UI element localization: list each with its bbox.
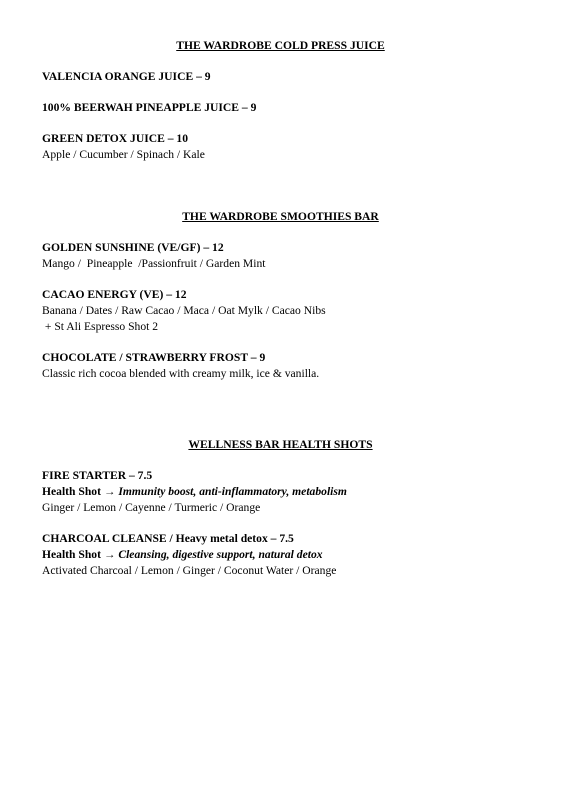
item-title-golden-sunshine: GOLDEN SUNSHINE (VE/GF) – 12 xyxy=(42,241,224,254)
item-title-fire-starter: FIRE STARTER – 7.5 xyxy=(42,469,153,482)
item-title-valencia-orange-juice: VALENCIA ORANGE JUICE – 9 xyxy=(42,70,211,83)
item-title-green-detox-juice: GREEN DETOX JUICE – 10 xyxy=(42,132,189,145)
item-shot-line-charcoal-cleanse xyxy=(42,548,323,562)
item-title-beerwah-pineapple-juice: 100% BEERWAH PINEAPPLE JUICE – 9 xyxy=(42,101,257,114)
item-desc-charcoal-cleanse: Activated Charcoal / Lemon / Ginger / Coconut Water / Orange xyxy=(42,564,337,577)
item-desc-cacao-energy: Banana / Dates / Raw Cacao / Maca / Oat Mylk / Cacao Nibs xyxy=(42,304,326,317)
item-extra-cacao-energy: + St Ali Espresso Shot 2 xyxy=(42,320,159,333)
item-shot-line-fire-starter xyxy=(42,485,347,499)
item-title-charcoal-cleanse: CHARCOAL CLEANSE / Heavy metal detox – 7.5 xyxy=(42,532,294,545)
item-desc-green-detox-juice: Apple / Cucumber / Spinach / Kale xyxy=(42,148,205,161)
health-shot-benefits: Immunity boost, anti-inflammatory, metabolism xyxy=(118,485,347,498)
item-desc-fire-starter: Ginger / Lemon / Cayenne / Turmeric / Orange xyxy=(42,501,261,514)
item-desc-golden-sunshine: Mango / Pineapple /Passionfruit / Garden Mint xyxy=(42,257,266,270)
section-heading-cold-press-juice: THE WARDROBE COLD PRESS JUICE xyxy=(176,39,385,52)
item-title-cacao-energy: CACAO ENERGY (VE) – 12 xyxy=(42,288,187,301)
health-shot-label: Health Shot → xyxy=(42,485,119,498)
item-desc-chocolate-strawberry-frost: Classic rich cocoa blended with creamy milk, ice & vanilla. xyxy=(42,367,320,380)
health-shot-label: Health Shot → xyxy=(42,548,119,561)
health-shot-benefits: Cleansing, digestive support, natural detox xyxy=(118,548,323,561)
section-heading-smoothies-bar: THE WARDROBE SMOOTHIES BAR xyxy=(182,210,379,223)
item-title-chocolate-strawberry-frost: CHOCOLATE / STRAWBERRY FROST – 9 xyxy=(42,351,266,364)
section-heading-health-shots: WELLNESS BAR HEALTH SHOTS xyxy=(188,438,373,451)
